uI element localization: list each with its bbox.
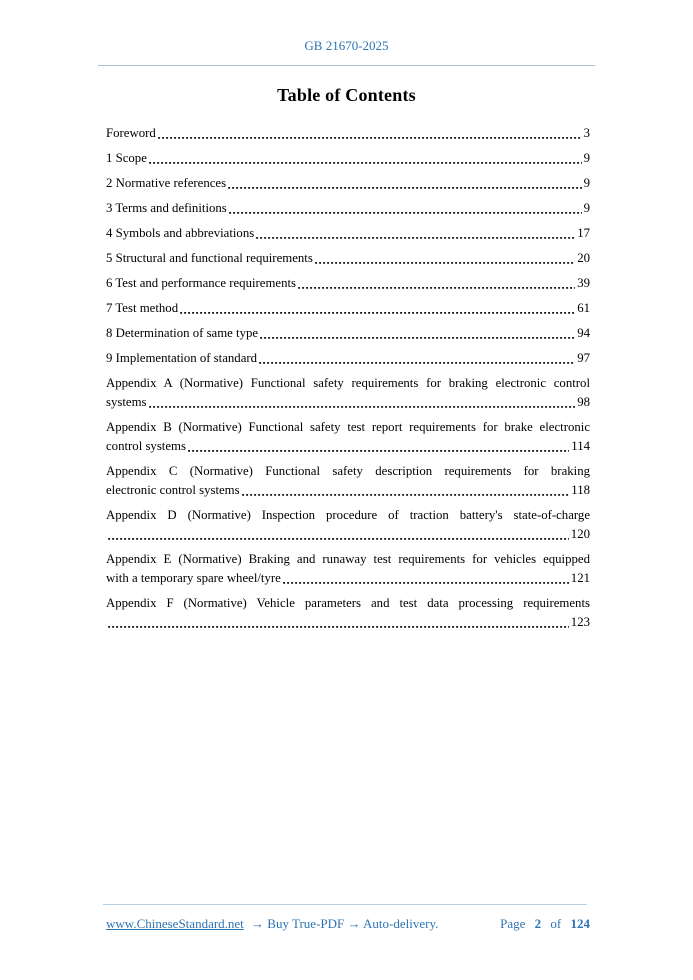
dot-leader: [315, 249, 575, 268]
toc-entry-wrap-line: Appendix C (Normative) Functional safety description requirements for braking: [106, 464, 590, 478]
dot-leader: [108, 525, 569, 544]
toc-entry-title: control systems: [106, 439, 186, 453]
header-standard-code: GB 21670-2025: [304, 38, 389, 53]
toc-entry-main-line: [106, 349, 590, 368]
footer-left: [106, 916, 438, 932]
footer-website-link[interactable]: www.ChineseStandard.net: [106, 916, 244, 931]
toc-entry-main-line: [106, 324, 590, 343]
toc-entry-page-number: 39: [577, 276, 590, 290]
toc-entry[interactable]: [106, 594, 590, 632]
toc-entry-title: systems: [106, 395, 147, 409]
toc-entry-page-number: 61: [577, 301, 590, 315]
toc-entry-title: with a temporary spare wheel/tyre: [106, 571, 281, 585]
dot-leader: [256, 224, 575, 243]
dot-leader: [158, 124, 582, 143]
toc-entry-title: 1 Scope: [106, 151, 147, 165]
footer-rule: [103, 904, 587, 905]
toc-entry[interactable]: [106, 374, 590, 412]
toc-entry-page-number: 3: [583, 126, 590, 140]
dot-leader: [242, 481, 570, 500]
toc-entry[interactable]: [106, 506, 590, 544]
toc-entry-main-line: [106, 174, 590, 193]
toc-entry[interactable]: [106, 124, 590, 143]
toc-entry[interactable]: [106, 324, 590, 343]
toc-entry[interactable]: [106, 462, 590, 500]
footer-page-label: Page: [500, 916, 526, 931]
dot-leader: [283, 569, 569, 588]
toc-entry-title: 6 Test and performance requirements: [106, 276, 297, 290]
toc-entry-main-line: [106, 481, 590, 500]
toc-entry[interactable]: [106, 174, 590, 193]
dot-leader: [260, 324, 575, 343]
footer-page-indicator: [494, 916, 590, 932]
toc-entry[interactable]: [106, 149, 590, 168]
toc-entry-title: Foreword: [106, 126, 156, 140]
toc-entry-page-number: 114: [571, 439, 590, 453]
toc-entry-main-line: [106, 249, 590, 268]
toc-entry-wrap-line: Appendix A (Normative) Functional safety requirements for braking electronic control: [106, 376, 590, 390]
toc-entry-page-number: 123: [570, 615, 590, 629]
toc-entry-main-line: [106, 437, 590, 456]
toc-entry-page-number: 121: [570, 571, 590, 585]
footer: [106, 916, 590, 932]
toc-entry-page-number: 94: [577, 326, 590, 340]
toc-entry-main-line: [106, 149, 590, 168]
footer-page-total: 124: [570, 916, 590, 931]
toc-entry[interactable]: [106, 199, 590, 218]
toc-entry[interactable]: [106, 550, 590, 588]
page-title: Table of Contents: [277, 85, 416, 105]
toc-entry[interactable]: [106, 249, 590, 268]
toc-entry-main-line: [106, 274, 590, 293]
toc-entry-page-number: 20: [577, 251, 590, 265]
toc-entry-page-number: 9: [583, 176, 590, 190]
toc-entry-main-line: [106, 393, 590, 412]
toc-entry-page-number: 17: [577, 226, 590, 240]
toc-entry-main-line: [106, 613, 590, 632]
dot-leader: [188, 437, 569, 456]
dot-leader: [229, 199, 582, 218]
toc-entry[interactable]: [106, 418, 590, 456]
toc-entry-wrap-line: Appendix D (Normative) Inspection procedure of traction battery's state-of-charge: [106, 508, 590, 522]
toc-entry-title: 3 Terms and definitions: [106, 201, 227, 215]
toc-entry-wrap-line: Appendix F (Normative) Vehicle parameters and test data processing requirements: [106, 596, 590, 610]
toc-entry-main-line: [106, 199, 590, 218]
toc-entry-main-line: [106, 124, 590, 143]
dot-leader: [298, 274, 575, 293]
toc-entry[interactable]: [106, 349, 590, 368]
toc-entry-title: 9 Implementation of standard: [106, 351, 258, 365]
dot-leader: [149, 393, 576, 412]
toc-entry-title: electronic control systems: [106, 483, 240, 497]
toc-entry-page-number: 98: [577, 395, 590, 409]
toc-entry-page-number: 118: [571, 483, 590, 497]
toc-entry[interactable]: [106, 299, 590, 318]
toc-entry-main-line: [106, 569, 590, 588]
footer-page-of: of: [550, 916, 562, 931]
toc-entry-wrap-line: Appendix B (Normative) Functional safety test report requirements for brake electronic: [106, 420, 590, 434]
toc-entry-wrap-line: Appendix E (Normative) Braking and runaway test requirements for vehicles equipped: [106, 552, 590, 566]
footer-page-current: 2: [534, 916, 542, 931]
toc-entry-main-line: [106, 299, 590, 318]
toc-entry-page-number: 9: [583, 151, 590, 165]
toc-entry-title: 4 Symbols and abbreviations: [106, 226, 255, 240]
toc-entry-title: 5 Structural and functional requirements: [106, 251, 313, 265]
toc-entry-main-line: [106, 224, 590, 243]
toc-entry[interactable]: [106, 274, 590, 293]
toc-entry-main-line: [106, 525, 590, 544]
toc-entry-title: 2 Normative references: [106, 176, 227, 190]
header-rule: [98, 65, 595, 66]
toc-entry-page-number: 9: [583, 201, 590, 215]
dot-leader: [180, 299, 575, 318]
toc-entry-title: 8 Determination of same type: [106, 326, 259, 340]
toc-list: [106, 124, 590, 638]
dot-leader: [228, 174, 582, 193]
toc-entry-page-number: 120: [570, 527, 590, 541]
dot-leader: [108, 613, 569, 632]
toc-entry[interactable]: [106, 224, 590, 243]
dot-leader: [149, 149, 582, 168]
toc-entry-title: 7 Test method: [106, 301, 179, 315]
dot-leader: [259, 349, 575, 368]
footer-tagline: → Buy True-PDF → Auto-delivery.: [251, 916, 439, 931]
toc-entry-page-number: 97: [577, 351, 590, 365]
